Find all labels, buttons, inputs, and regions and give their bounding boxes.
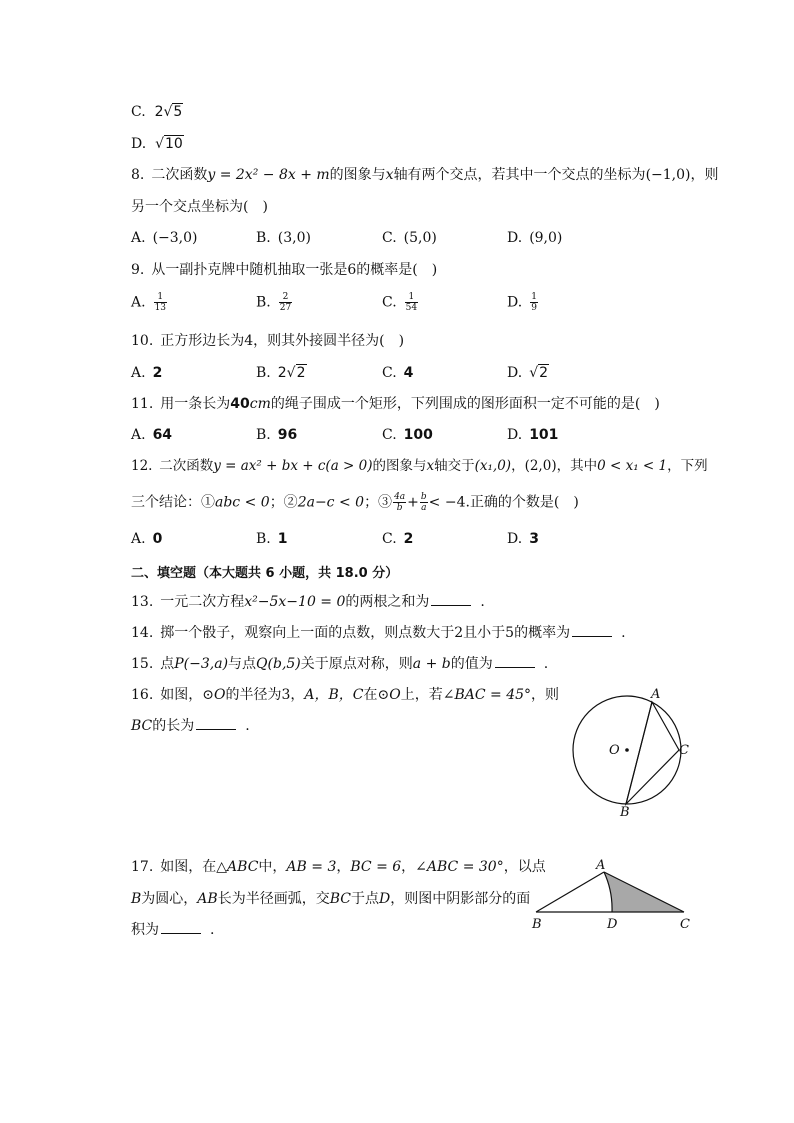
label-c: C <box>680 917 690 932</box>
answer-blank[interactable] <box>572 624 612 637</box>
q11-stem: 11. 用一条长为40cm的绳子围成一个矩形，下列围成的图形面积一定不可能的是( ) <box>131 396 660 412</box>
sqrt-symbol: √5 <box>163 104 183 120</box>
q14-stem: 14. 掷一个骰子，观察向上一面的点数，则点数大于2且小于5的概率为 . <box>131 625 626 641</box>
segment-ba <box>536 872 604 912</box>
q8-option-d: D. (9,0) <box>507 230 563 246</box>
q17-figure-triangle <box>528 855 698 935</box>
q12-option-d: D. 3 <box>507 531 539 547</box>
q7-option-d: D. √10 <box>131 136 183 152</box>
q9-option-b: B. $\frac{2}{27}$ <box>256 292 292 313</box>
q16-figure-circle <box>565 682 705 822</box>
q12-option-a: A. 0 <box>131 531 163 547</box>
q8-option-c: C. (5,0) <box>382 230 437 246</box>
q8-stem-line2: 另一个交点坐标为( ) <box>131 199 268 215</box>
q17-stem-line3: 积为 . <box>131 922 215 938</box>
q10-option-b: B. 2√2 <box>256 365 306 381</box>
center-point <box>625 748 629 752</box>
label-b: B <box>532 917 542 932</box>
q12-stem-line2: 三个结论：①abc < 0；②2a−c < 0；③ $\frac{4a}{b}$ + $\frac{b}{a}$ < −4.正确的个数是( ) <box>131 492 579 513</box>
q10-option-a: A. 2 <box>131 365 163 381</box>
q10-stem: 10. 正方形边长为4，则其外接圆半径为( ) <box>131 333 405 349</box>
segment-ab <box>626 702 652 804</box>
q17-stem: 17. 如图，在△ABC中，AB = 3，BC = 6，∠ABC = 30°，以点 <box>131 859 546 875</box>
section-title: 二、填空题（本大题共 6 小题，共 18.0 分） <box>131 566 399 581</box>
q11-option-a: A. 64 <box>131 427 173 443</box>
q11-option-b: B. 96 <box>256 427 298 443</box>
answer-blank[interactable] <box>161 921 201 934</box>
q13-stem: 13. 一元二次方程x²−5x−10 = 0的两根之和为 . <box>131 594 485 610</box>
label-a: A <box>651 687 661 702</box>
q12-stem: 12. 二次函数y = ax² + bx + c(a > 0)的图象与x轴交于(x₁,0)，(2,0)，其中0 < x₁ < 1，下列 <box>131 458 708 474</box>
label-o: O <box>609 743 620 758</box>
q8-option-a: A. (−3,0) <box>131 230 198 246</box>
q8-option-b: B. (3,0) <box>256 230 311 246</box>
q9-option-c: C. $\frac{1}{54}$ <box>382 292 418 313</box>
sqrt-symbol: √10 <box>155 136 183 152</box>
q11-option-c: C. 100 <box>382 427 433 443</box>
answer-blank[interactable] <box>495 655 535 668</box>
q12-option-c: C. 2 <box>382 531 414 547</box>
sqrt-symbol: √2 <box>286 365 306 381</box>
q9-option-a: A. $\frac{1}{13}$ <box>131 292 167 313</box>
label-b: B <box>620 805 630 820</box>
triangle-abc <box>626 702 679 804</box>
q9-stem: 9. 从一副扑克牌中随机抽取一张是6的概率是( ) <box>131 262 438 278</box>
label-c: C <box>679 743 689 758</box>
q11-option-d: D. 101 <box>507 427 559 443</box>
q16-stem: 16. 如图，⊙O的半径为3，A，B，C在⊙O上，若∠BAC = 45°，则 <box>131 687 560 703</box>
q12-option-b: B. 1 <box>256 531 288 547</box>
q9-option-d: D. $\frac{1}{9}$ <box>507 292 537 313</box>
q7-option-c: C. 2√5 <box>131 104 183 120</box>
sqrt-symbol: √2 <box>529 365 549 381</box>
q15-stem: 15. 点P(−3,a)与点Q(b,5)关于原点对称，则a + b的值为 . <box>131 656 549 672</box>
answer-blank[interactable] <box>431 593 471 606</box>
q10-option-c: C. 4 <box>382 365 414 381</box>
answer-blank[interactable] <box>196 717 236 730</box>
q17-stem-line2: B为圆心，AB长为半径画弧，交BC于点D，则图中阴影部分的面 <box>131 891 531 907</box>
label-d: D <box>607 917 618 932</box>
q8-stem: 8. 二次函数y = 2x² − 8x + m的图象与x轴有两个交点，若其中一个交点的坐标为(−1,0)，则 <box>131 167 719 183</box>
q10-option-d: D. √2 <box>507 365 549 381</box>
q16-stem-line2: BC的长为 . <box>131 718 250 734</box>
label-a: A <box>596 858 606 873</box>
